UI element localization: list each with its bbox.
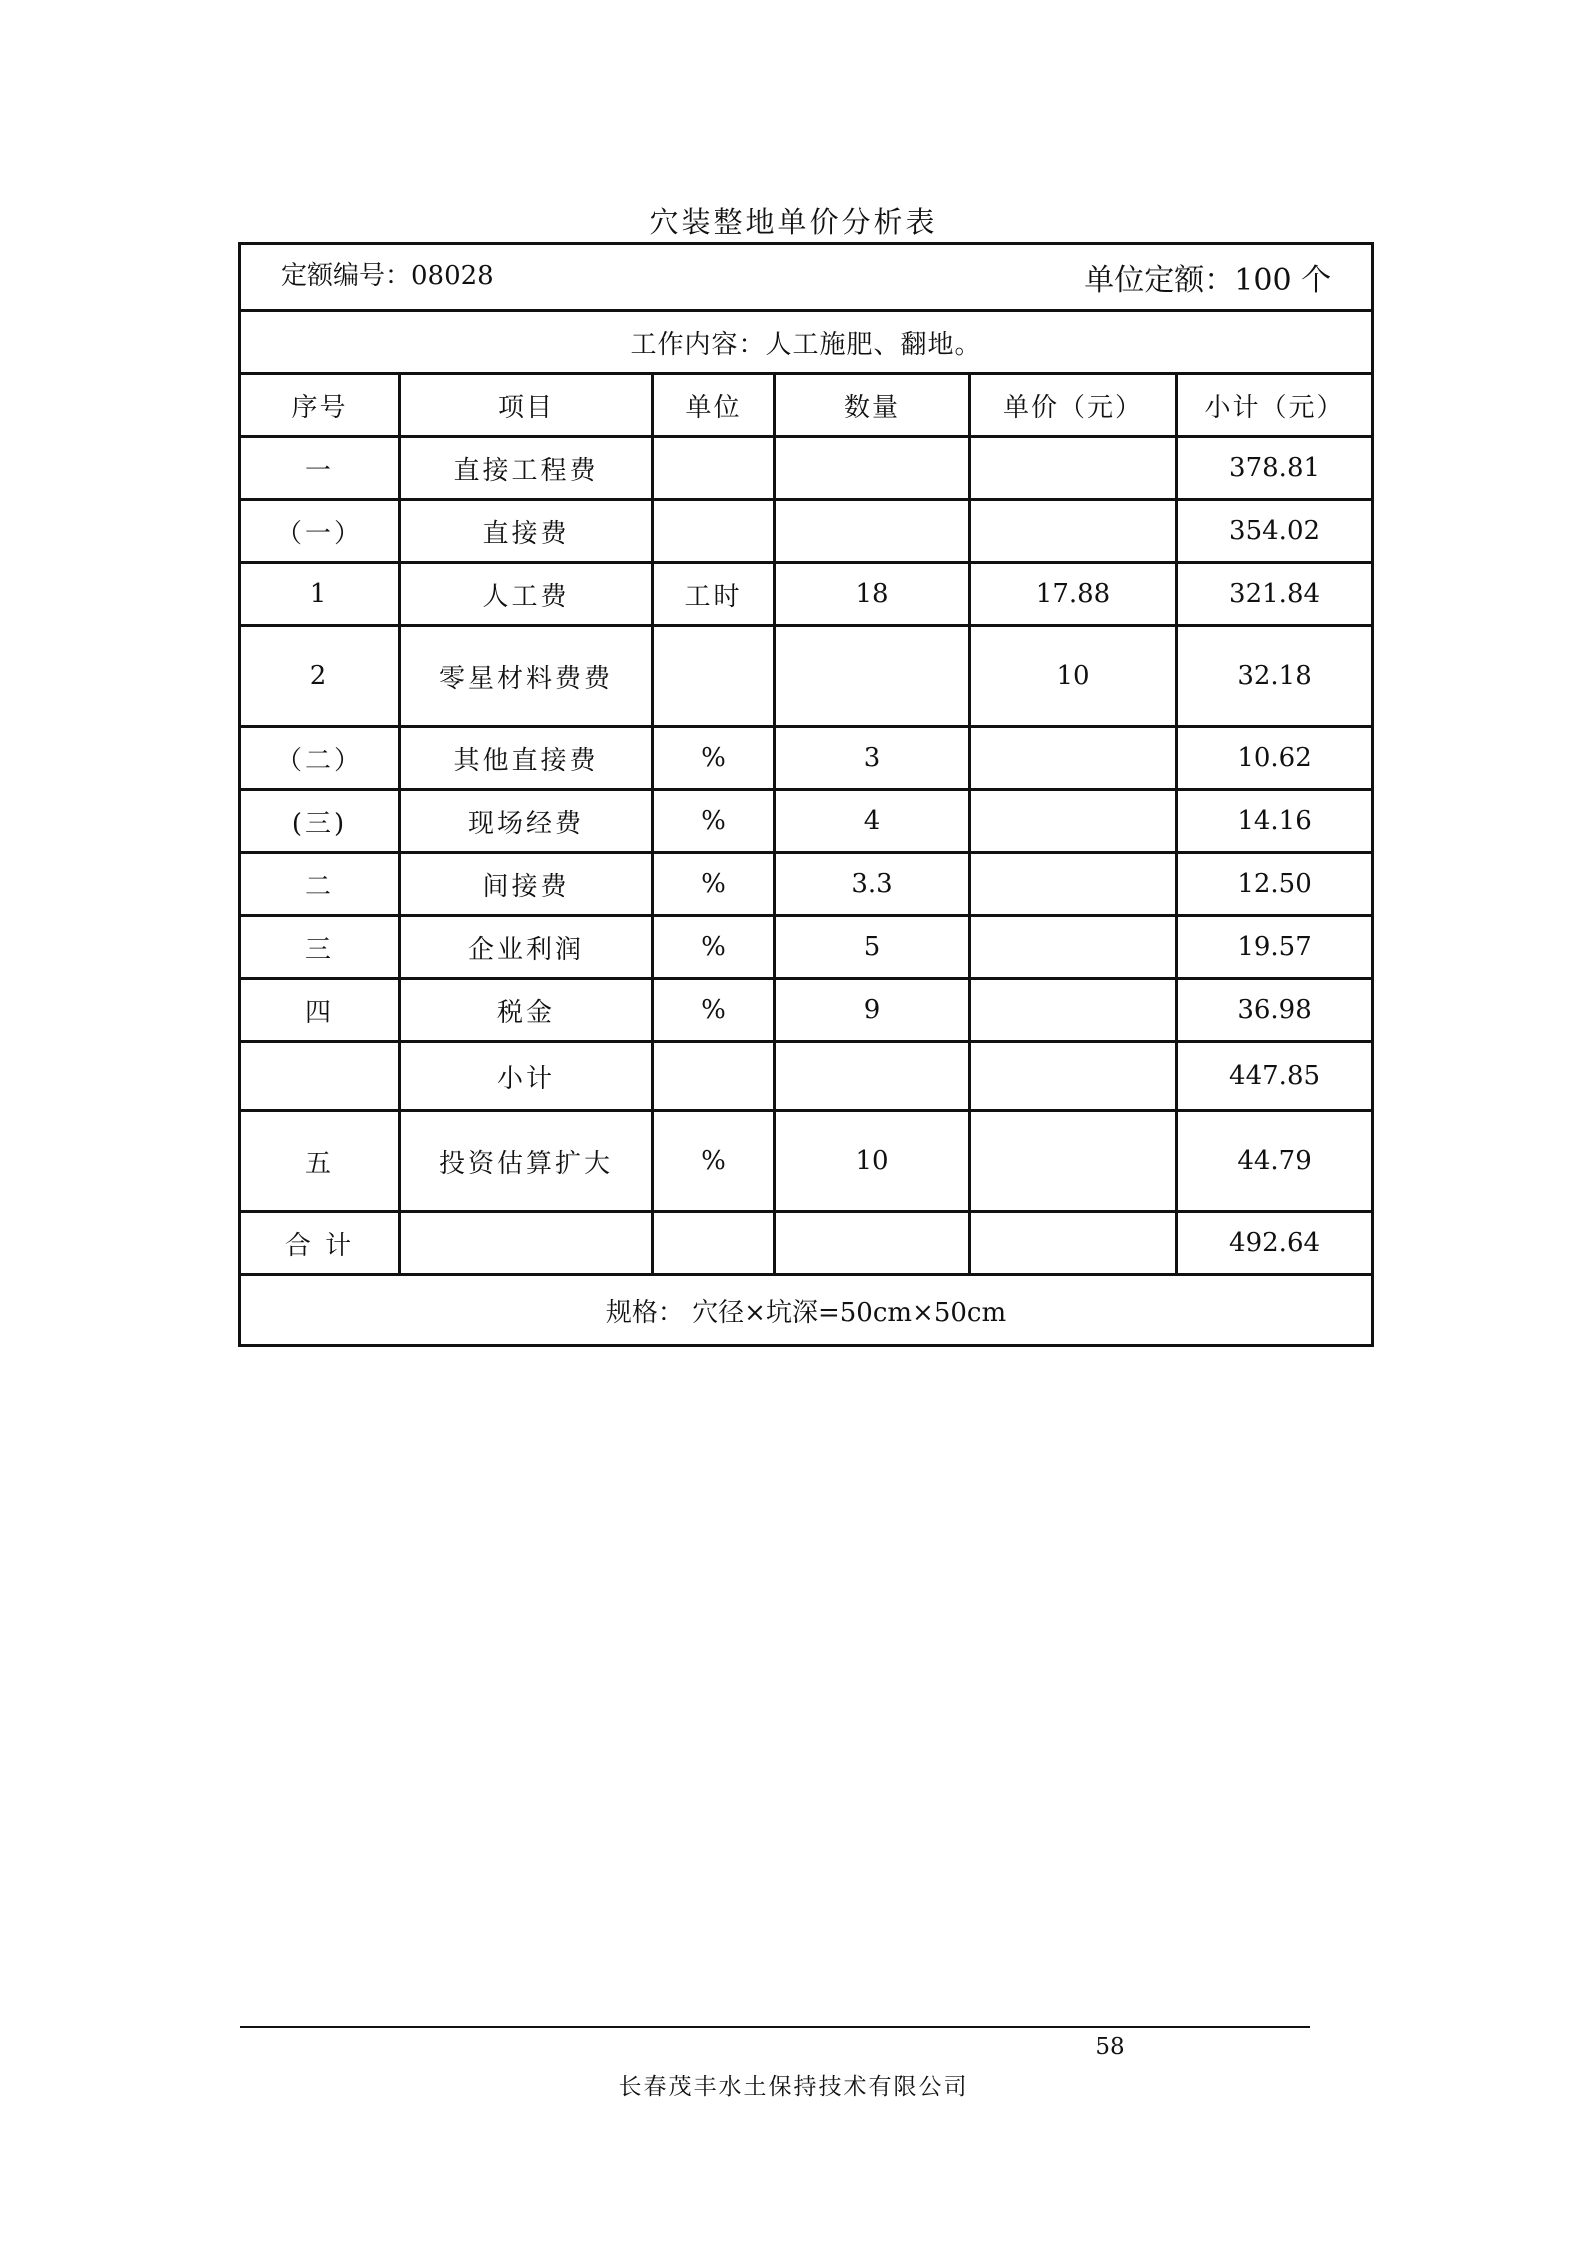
row-item: 直接费 (400, 500, 653, 563)
row-unit: % (653, 790, 775, 853)
spec-text: 规格： 穴径×坑深=50cm×50cm (240, 1275, 1373, 1346)
row-subtotal: 492.64 (1177, 1212, 1373, 1275)
row-subtotal: 44.79 (1177, 1111, 1373, 1212)
table-row (240, 626, 1373, 727)
row-subtotal: 354.02 (1177, 500, 1373, 563)
row-subtotal: 321.84 (1177, 563, 1373, 626)
row-price (970, 790, 1177, 853)
column-header: 序号 (240, 374, 400, 437)
unit-quota: 单位定额：100 个 (1084, 263, 1332, 298)
row-unit: % (653, 979, 775, 1042)
row-no: (三) (240, 790, 400, 853)
row-qty: 4 (775, 790, 970, 853)
row-subtotal: 447.85 (1177, 1042, 1373, 1111)
row-item: 直接工程费 (400, 437, 653, 500)
row-unit: % (653, 1111, 775, 1212)
column-header: 单价（元） (970, 374, 1177, 437)
table-row (240, 563, 1373, 626)
row-price (970, 853, 1177, 916)
row-subtotal: 14.16 (1177, 790, 1373, 853)
row-subtotal: 19.57 (1177, 916, 1373, 979)
page-title: 穴装整地单价分析表 (649, 205, 938, 239)
row-unit (653, 500, 775, 563)
column-header: 数量 (775, 374, 970, 437)
row-subtotal: 32.18 (1177, 626, 1373, 727)
row-item: 间接费 (400, 853, 653, 916)
row-no: 五 (240, 1111, 400, 1212)
column-header: 小计（元） (1177, 374, 1373, 437)
row-qty: 18 (775, 563, 970, 626)
row-qty: 10 (775, 1111, 970, 1212)
work-content-row (240, 311, 1373, 374)
row-price (970, 727, 1177, 790)
row-price: 17.88 (970, 563, 1177, 626)
row-price (970, 1111, 1177, 1212)
row-subtotal: 378.81 (1177, 437, 1373, 500)
spec-row (240, 1275, 1373, 1346)
row-item: 现场经费 (400, 790, 653, 853)
table-row (240, 1212, 1373, 1275)
row-no: 一 (240, 437, 400, 500)
unit-price-analysis-table (238, 242, 1374, 1347)
row-price (970, 916, 1177, 979)
row-unit: % (653, 916, 775, 979)
row-qty (775, 626, 970, 727)
table-header-cell (240, 244, 1373, 311)
table-row (240, 916, 1373, 979)
table-row (240, 1111, 1373, 1212)
row-subtotal: 36.98 (1177, 979, 1373, 1042)
row-no: （二） (240, 727, 400, 790)
row-qty (775, 1212, 970, 1275)
row-no: （一） (240, 500, 400, 563)
table-row (240, 790, 1373, 853)
row-item: 小计 (400, 1042, 653, 1111)
row-no: 1 (240, 563, 400, 626)
row-price (970, 437, 1177, 500)
row-qty: 3.3 (775, 853, 970, 916)
table-row (240, 727, 1373, 790)
row-unit (653, 1042, 775, 1111)
table-row (240, 979, 1373, 1042)
table-row (240, 1042, 1373, 1111)
quota-number: 定额编号：08028 (281, 261, 494, 291)
row-subtotal: 10.62 (1177, 727, 1373, 790)
row-qty: 9 (775, 979, 970, 1042)
row-qty: 3 (775, 727, 970, 790)
table-row (240, 853, 1373, 916)
row-qty (775, 437, 970, 500)
work-content: 工作内容：人工施肥、翻地。 (240, 311, 1373, 374)
row-item: 企业利润 (400, 916, 653, 979)
row-no (240, 1042, 400, 1111)
row-price (970, 979, 1177, 1042)
row-subtotal: 12.50 (1177, 853, 1373, 916)
table-header-row (240, 244, 1373, 311)
company-name: 长春茂丰水土保持技术有限公司 (618, 2074, 969, 2100)
row-unit (653, 626, 775, 727)
row-price (970, 1212, 1177, 1275)
row-no: 二 (240, 853, 400, 916)
row-unit: % (653, 853, 775, 916)
row-price (970, 500, 1177, 563)
table-row (240, 500, 1373, 563)
row-qty (775, 1042, 970, 1111)
row-no: 三 (240, 916, 400, 979)
row-item: 税金 (400, 979, 653, 1042)
column-header: 项目 (400, 374, 653, 437)
row-item: 人工费 (400, 563, 653, 626)
row-unit (653, 437, 775, 500)
row-qty (775, 500, 970, 563)
row-qty: 5 (775, 916, 970, 979)
row-price: 10 (970, 626, 1177, 727)
row-price (970, 1042, 1177, 1111)
row-item: 其他直接费 (400, 727, 653, 790)
table-row (240, 437, 1373, 500)
row-no: 2 (240, 626, 400, 727)
column-header-row (240, 374, 1373, 437)
row-no: 合 计 (240, 1212, 400, 1275)
row-item: 零星材料费费 (400, 626, 653, 727)
footer-divider (240, 2026, 1310, 2028)
row-item (400, 1212, 653, 1275)
row-unit (653, 1212, 775, 1275)
page-number: 58 (1095, 2034, 1125, 2060)
column-header: 单位 (653, 374, 775, 437)
row-unit: 工时 (653, 563, 775, 626)
row-no: 四 (240, 979, 400, 1042)
row-unit: % (653, 727, 775, 790)
row-item: 投资估算扩大 (400, 1111, 653, 1212)
